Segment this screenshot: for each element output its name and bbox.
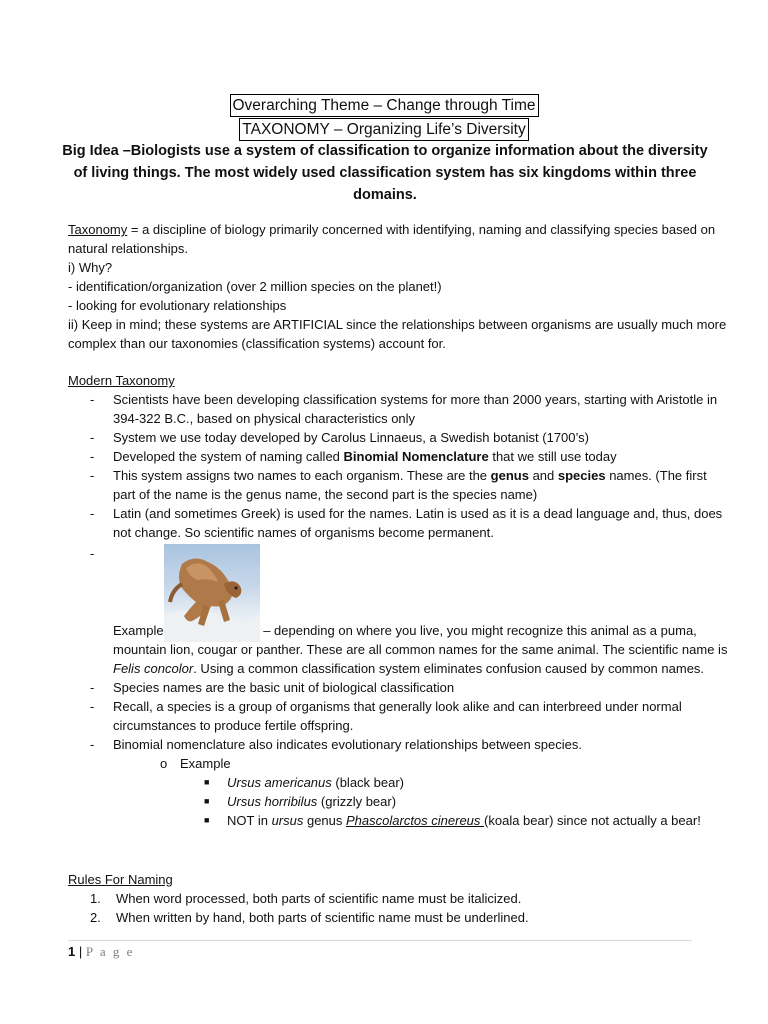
- taxonomy-def-text: = a discipline of biology primarily concerned with identifying, naming and classifying species based on natural relationships.: [68, 222, 716, 256]
- page-number: 1: [68, 944, 76, 959]
- text: This system assigns two names to each organism. These are the: [113, 468, 491, 483]
- text: Example: [180, 756, 231, 771]
- list-item: [68, 466, 728, 504]
- list-item: - System we use today developed by Carolus Linnaeus, a Swedish botanist (1700’s): [68, 428, 728, 447]
- example-item: [68, 811, 728, 830]
- section-heading: Rules For Naming: [68, 872, 173, 887]
- square-bullet-icon: ■: [204, 815, 210, 825]
- sub-list-item: [68, 754, 728, 773]
- intro-section: [68, 220, 728, 353]
- modern-taxonomy-section: [68, 371, 728, 830]
- page-footer: [68, 942, 134, 961]
- common-name: (grizzly bear): [317, 794, 397, 809]
- big-idea: Big Idea –Biologists use a system of classification to organize information about the diversity of living things. The most widely used classification system has six kingdoms within three domains.: [62, 143, 708, 203]
- text: genus: [303, 813, 347, 828]
- text: and: [528, 468, 558, 483]
- scientific-name: Ursus horribilus: [227, 794, 318, 809]
- text: that we still use today: [488, 449, 617, 464]
- text: – depending on where you live, you might recognize this animal as a puma, mountain lion, cougar or panther. These are all common names for the same animal. The scientific name is: [113, 623, 728, 657]
- text: Example: [113, 623, 164, 638]
- square-bullet-icon: ■: [204, 777, 210, 787]
- species-term: species: [557, 468, 606, 483]
- list-item: - Binomial nomenclature also indicates evolutionary relationships between species.: [68, 735, 728, 754]
- square-bullet-icon: ■: [204, 796, 210, 806]
- page-label: P a g e: [85, 944, 135, 959]
- genus-term: genus: [490, 468, 529, 483]
- list-item-example: [68, 544, 728, 678]
- text: names. (The first part of the name is the genus name, the second part is the species name): [113, 468, 707, 502]
- common-name: (black bear): [331, 775, 405, 790]
- circle-bullet: o: [160, 756, 168, 771]
- list-item: - Latin (and sometimes Greek) is used for the names. Latin is used as it is a dead language and, thus, does not change. So scientific names of organisms become permanent.: [68, 504, 728, 542]
- example-item: [68, 792, 728, 811]
- scientific-name: Ursus americanus: [227, 775, 332, 790]
- topic-title: TAXONOMY – Organizing Life’s Diversity: [239, 118, 528, 141]
- rule-text: When word processed, both parts of scientific name must be italicized.: [116, 891, 522, 906]
- why-heading: i) Why?: [68, 260, 113, 275]
- title-block: [0, 94, 768, 142]
- list-item: - Species names are the basic unit of biological classification: [68, 678, 728, 697]
- text: Developed the system of naming called: [113, 449, 344, 464]
- rule-number: 2.: [90, 910, 101, 925]
- list-item: - Scientists have been developing classification systems for more than 2000 years, starting with Aristotle in 394-322 B.C., based on physical characteristics only: [68, 390, 728, 428]
- theme-title: Overarching Theme – Change through Time: [230, 94, 539, 117]
- scientific-name: Felis concolor: [113, 661, 194, 676]
- rule-item: [68, 889, 728, 908]
- taxonomy-term: Taxonomy: [68, 222, 128, 237]
- genus-name: ursus: [271, 813, 304, 828]
- text: NOT in: [227, 813, 272, 828]
- list-item: - Recall, a species is a group of organisms that generally look alike and can interbreed under normal circumstances to produce fertile offspring.: [68, 697, 728, 735]
- footer-separator: |: [75, 944, 86, 959]
- scientific-name: Phascolarctos cinereus: [346, 813, 485, 828]
- example-item: [68, 773, 728, 792]
- list-item: [68, 447, 728, 466]
- rule-item: [68, 908, 728, 927]
- rules-section: [68, 870, 728, 927]
- cougar-image: [164, 544, 260, 642]
- why-item: - looking for evolutionary relationships: [68, 298, 287, 313]
- rule-text: When written by hand, both parts of scientific name must be underlined.: [116, 910, 529, 925]
- taxonomy-definition: [68, 220, 728, 258]
- text: (koala bear) since not actually a bear!: [484, 813, 701, 828]
- footer-divider: [68, 940, 692, 941]
- why-item: - identification/organization (over 2 million species on the planet!): [68, 279, 442, 294]
- rule-number: 1.: [90, 891, 101, 906]
- binomial-term: Binomial Nomenclature: [343, 449, 489, 464]
- keep-in-mind: ii) Keep in mind; these systems are ARTIFICIAL since the relationships between organisms are usually much more complex than our taxonomies (classification systems) account for.: [68, 317, 727, 351]
- section-heading: Modern Taxonomy: [68, 373, 175, 388]
- text: . Using a common classification system eliminates confusion caused by common names.: [193, 661, 705, 676]
